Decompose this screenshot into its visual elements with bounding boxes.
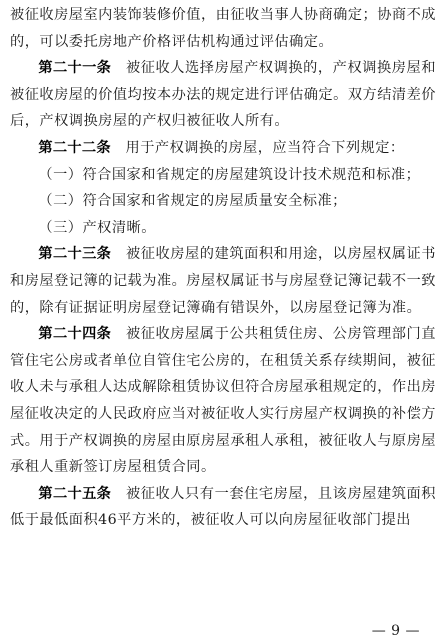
document-body: [10, 2, 436, 534]
article-25: [10, 481, 436, 534]
article-text: 被征收房屋属于公共租赁住房、公房管理部门直管住宅公房或者单位自管住宅公房的，在租赁关系存续期间，被征收人未与承租人达成解除租赁协议但符合房屋承租规定的，作出房屋征收决定的人民政府应当对被征收人实行房屋产权调换的补偿方式。用于产权调换的房屋由原房屋承租人承租，被征收人与原房屋承租人重新签订房屋租赁合同。: [10, 326, 436, 476]
article-text: 被征收人选择房屋产权调换的，产权调换房屋和被征收房屋的价值均按本办法的规定进行评估确定。双方结清差价后，产权调换房屋的产权归被征收人所有。: [10, 60, 436, 130]
article-heading: 第二十五条: [38, 485, 112, 502]
article-heading: 第二十三条: [38, 246, 112, 263]
list-item: [10, 162, 436, 189]
list-item: [10, 188, 436, 215]
list-item-text: （一）符合国家和省规定的房屋建筑设计技术规范和标准；: [38, 166, 421, 183]
article-24: [10, 321, 436, 481]
article-23: [10, 241, 436, 321]
list-item: [10, 215, 436, 242]
article-text: 被征收房屋的建筑面积和用途，以房屋权属证书和房屋登记簿的记载为准。房屋权属证书与房屋登记簿记载不一致的，除有证据证明房屋登记簿确有错误外，以房屋登记簿为准。: [10, 246, 436, 316]
article-text: 被征收人只有一套住宅房屋，且该房屋建筑面积低于最低面积46平方米的，被征收人可以向房屋征收部门提出: [10, 485, 436, 529]
list-item-text: （二）符合国家和省规定的房屋质量安全标准；: [38, 193, 347, 210]
page-number: — 9 —: [371, 623, 420, 639]
article-heading: 第二十二条: [38, 139, 111, 156]
article-22: [10, 135, 436, 162]
paragraph-continuation: [10, 2, 436, 55]
article-text: 用于产权调换的房屋，应当符合下列规定：: [125, 139, 405, 156]
article-heading: 第二十一条: [38, 60, 112, 77]
article-21: [10, 55, 436, 135]
paragraph-text: 被征收房屋室内装饰装修价值，由征收当事人协商确定；协商不成的，可以委托房地产价格评估机构通过评估确定。: [10, 7, 436, 50]
list-item-text: （三）产权清晰。: [38, 219, 156, 236]
article-heading: 第二十四条: [38, 326, 112, 343]
